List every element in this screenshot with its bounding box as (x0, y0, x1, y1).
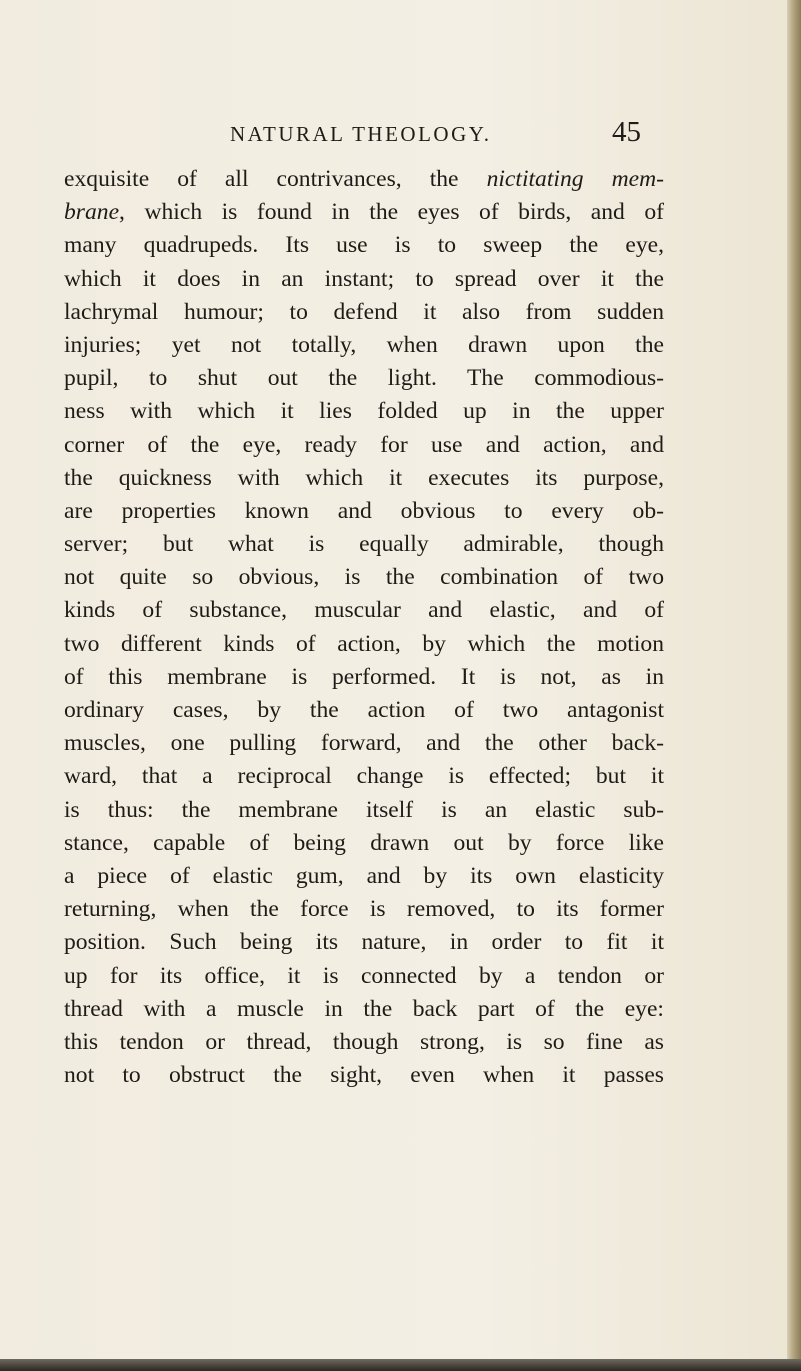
body-text (64, 163, 664, 1092)
page-edge-shadow (787, 0, 801, 1371)
page-header (0, 116, 801, 156)
running-head: NATURAL THEOLOGY. (230, 122, 492, 146)
text-line: ordinary cases, by the action of two antagonist (64, 697, 664, 723)
scan-bottom-edge (0, 1359, 801, 1371)
text-line: position. Such being its nature, in order to fit it (64, 929, 664, 956)
text-line: of this membrane is performed. It is not, as in (64, 663, 664, 690)
text-line: kinds of substance, muscular and elastic, and of (64, 597, 664, 624)
text-line: two different kinds of action, by which the motion (64, 630, 664, 657)
text-line: are properties known and obvious to every ob- (64, 497, 664, 524)
text-line: which it does in an instant; to spread over it the (64, 265, 664, 292)
text-line: pupil, to shut out the light. The commodious- (64, 365, 664, 392)
text-line-1: exquisite of all contrivances, the nictitating mem- (64, 166, 664, 192)
text-line: this tendon or thread, though strong, is so fine as (64, 1028, 664, 1055)
text-line: ness with which it lies folded up in the upper (64, 398, 664, 425)
text-line: stance, capable of being drawn out by force like (64, 829, 664, 856)
text-line: not quite so obvious, is the combination of two (64, 564, 664, 591)
page-number: 45 (612, 116, 641, 148)
text-line: not to obstruct the sight, even when it passes (64, 1062, 664, 1089)
text-line: ward, that a reciprocal change is effected; but it (64, 763, 664, 790)
text-line: up for its office, it is connected by a tendon or (64, 962, 664, 989)
text-line: the quickness with which it executes its purpose, (64, 464, 664, 491)
text-line: lachrymal humour; to defend it also from sudden (64, 298, 664, 325)
text-line: muscles, one pulling forward, and the other back- (64, 730, 664, 757)
text-line: is thus: the membrane itself is an elastic sub- (64, 796, 664, 823)
text-line: many quadrupeds. Its use is to sweep the eye, (64, 232, 664, 259)
text-line: corner of the eye, ready for use and action, and (64, 431, 664, 458)
text-line-2: brane, which is found in the eyes of birds, and of (64, 199, 664, 226)
italic-term: nictitating mem- (486, 166, 664, 192)
text-line: thread with a muscle in the back part of the eye: (64, 995, 664, 1022)
text-line: server; but what is equally admirable, though (64, 531, 664, 558)
text-line: a piece of elastic gum, and by its own elasticity (64, 862, 664, 889)
italic-term: brane (64, 199, 120, 226)
text-line: injuries; yet not totally, when drawn upon the (64, 331, 664, 358)
text-line: returning, when the force is removed, to its former (64, 896, 664, 923)
